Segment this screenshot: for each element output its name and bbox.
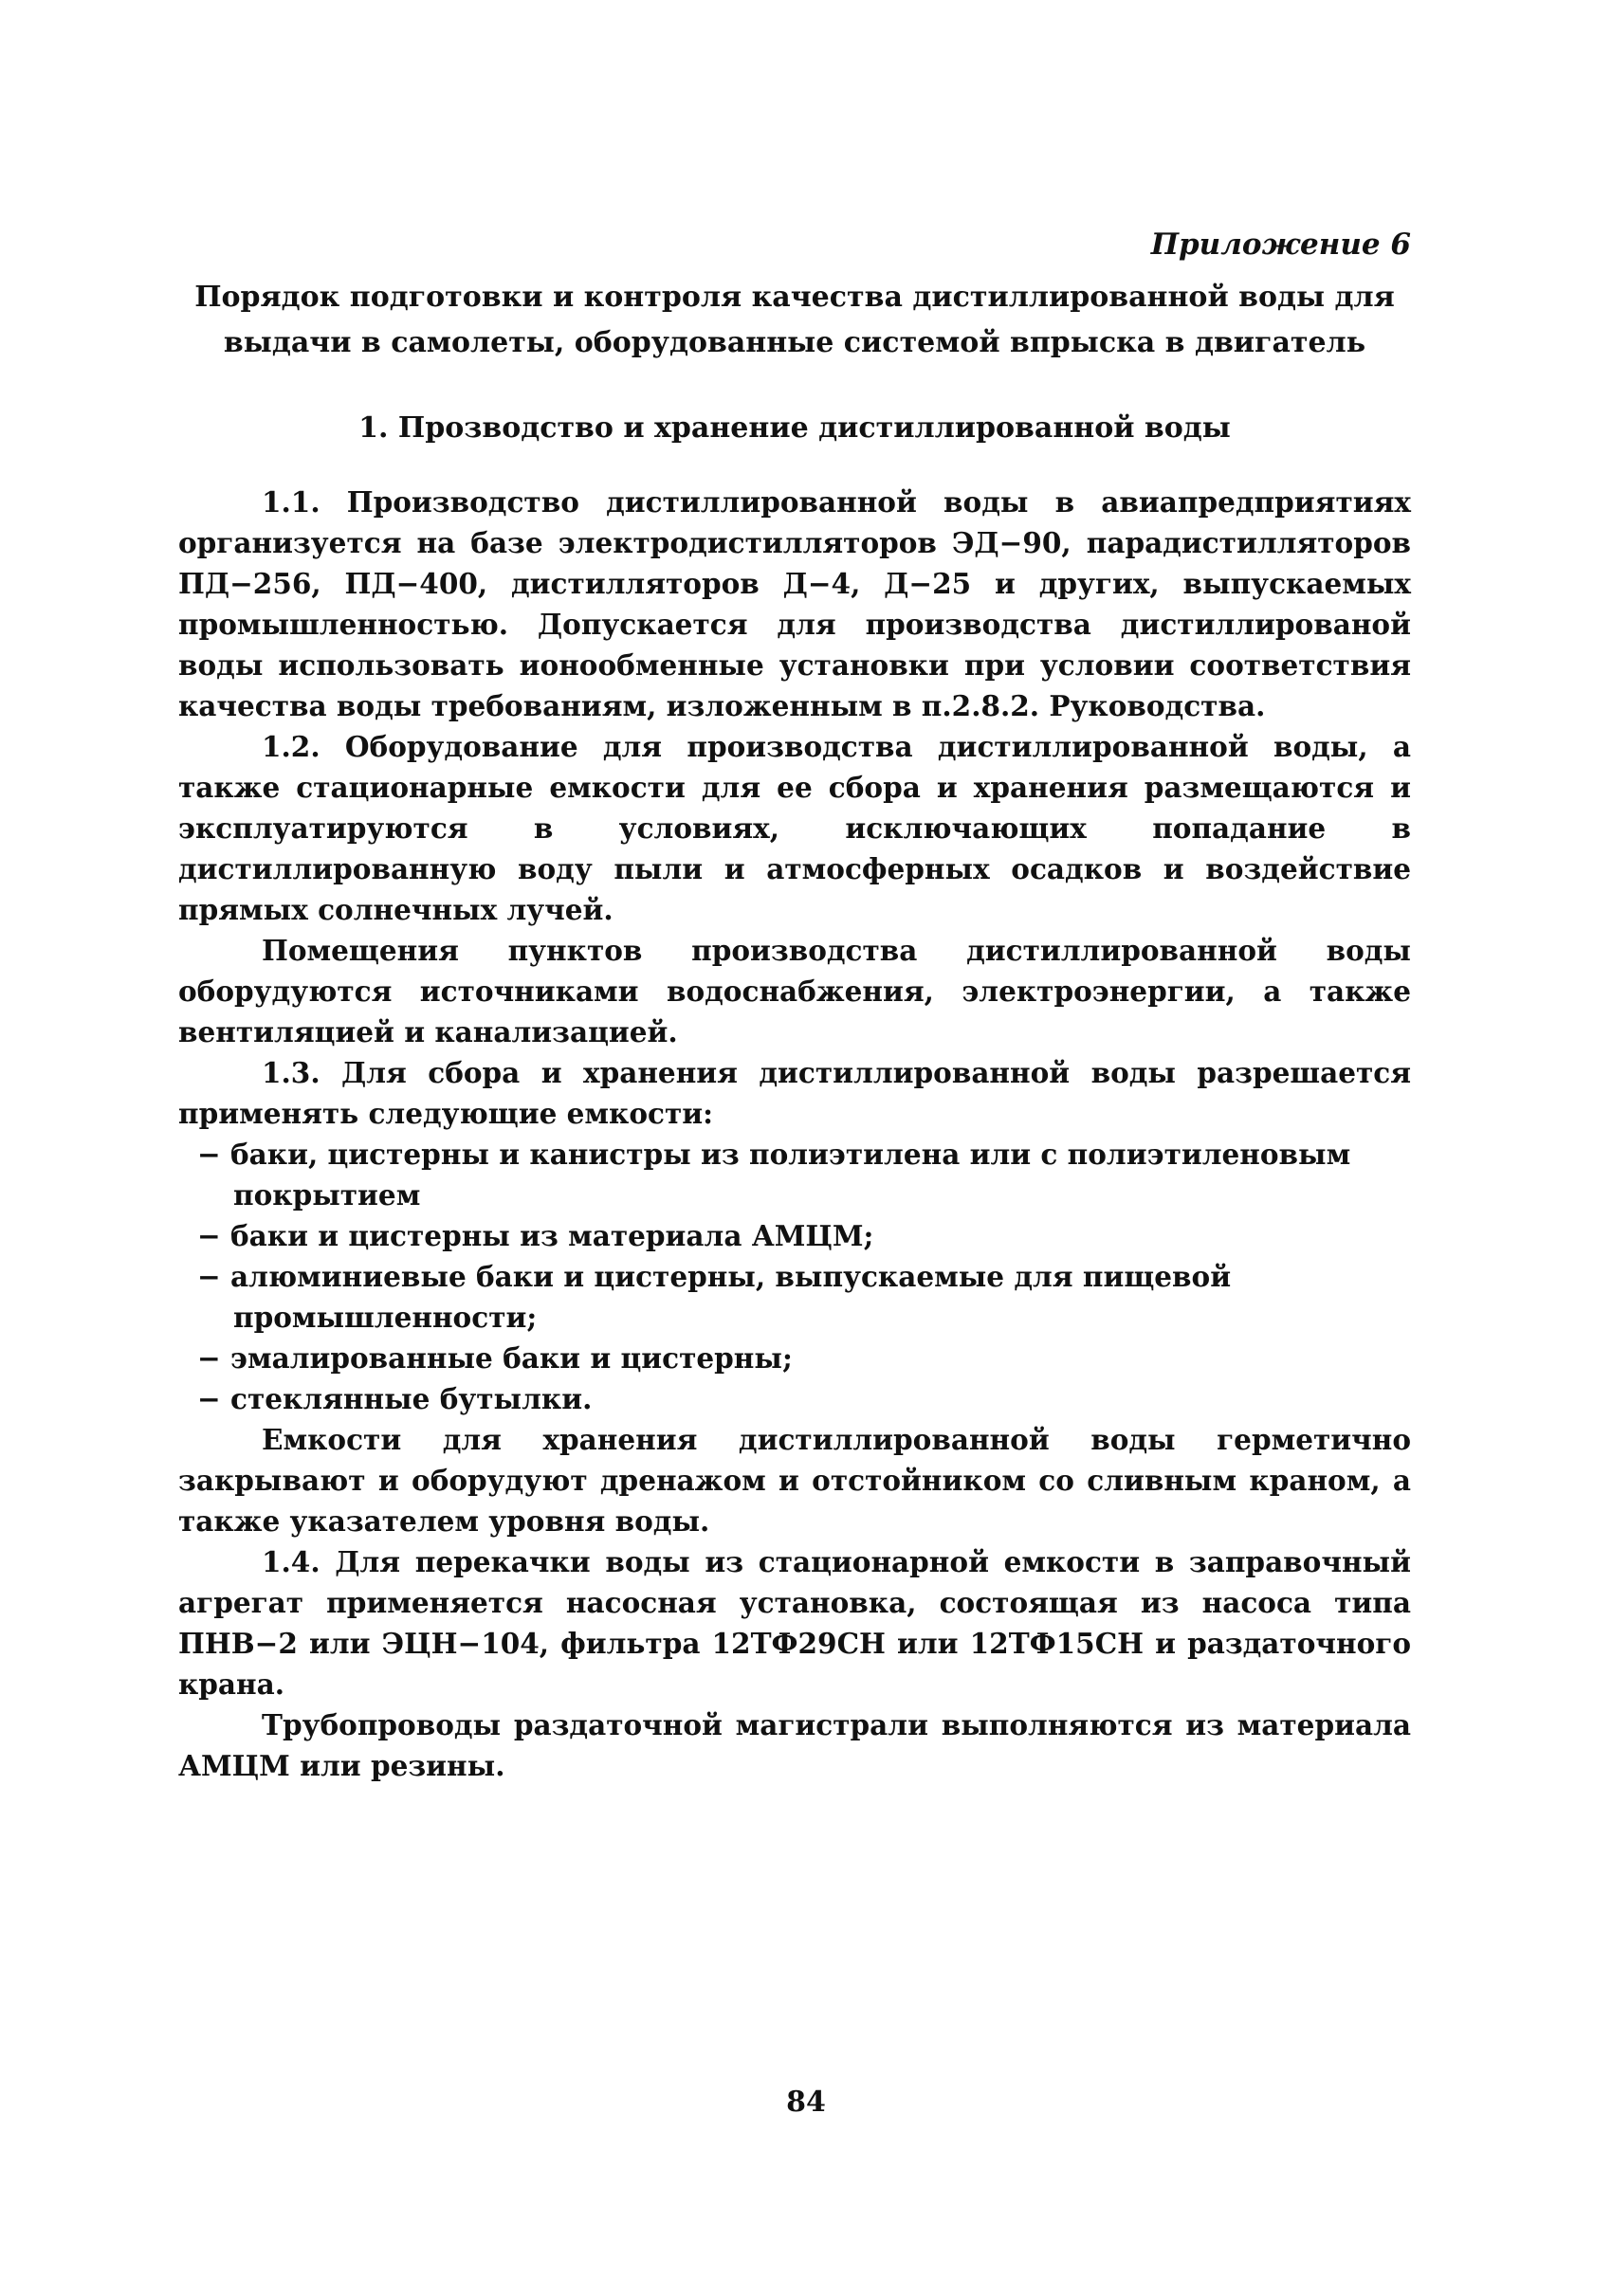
section-heading: 1. Прозводство и хранение дистиллированной воды [358,411,1231,445]
list-item: − эмалированные баки и цистерны; [197,1341,793,1375]
list-item: − баки, цистерны и канистры из полиэтилена или с полиэтиленовым покрытием [197,1138,1351,1212]
container-list [178,1134,1411,1419]
paragraph-1-4-pipelines: Трубопроводы раздаточной магистрали выполняются из материала АМЦМ или резины. [178,1708,1411,1782]
page-number: 84 [786,2086,826,2119]
list-item: − стеклянные бутылки. [197,1382,593,1415]
appendix-label: Приложение 6 [1150,228,1411,262]
list-item: − алюминиевые баки и цистерны, выпускаемые для пищевой промышленности; [197,1260,1232,1334]
paragraph-1-3: 1.3. Для сбора и хранения дистиллированной воды разрешается применять следующие емкости: [178,1056,1411,1130]
list-item: − баки и цистерны из материала АМЦМ; [197,1219,874,1252]
document-title: Порядок подготовки и контроля качества дистиллированной воды для выдачи в самолеты, оборудованные системой впрыска в двигатель [194,281,1395,359]
paragraph-1-1: 1.1. Производство дистиллированной воды в авиапредприятиях организуется на базе электродистилляторов ЭД−90, парадистилляторов ПД−256, ПД−400, дистилляторов Д−4, Д−25 и других, выпускаемых промышленностью. Допускается для производства дистиллированой воды использовать ионообменные установки при условии соответствия качества воды требованиям, изложенным в п.2.8.2. Руководства. [178,485,1411,722]
paragraph-1-2: 1.2. Оборудование для производства дистиллированной воды, а также стационарные емкости для ее сбора и хранения размещаются и эксплуатируются в условиях, исключающих попадание в дистиллированную воду пыли и атмосферных осадков и воздействие прямых солнечных лучей. [178,730,1411,926]
paragraph-1-3-containers: Емкости для хранения дистиллированной воды герметично закрывают и оборудуют дренажом и отстойником со сливным краном, а также указателем уровня воды. [178,1423,1411,1538]
document-page [178,228,1411,1786]
paragraph-1-2-premises: Помещения пунктов производства дистиллированной воды оборудуются источниками водоснабжения, электроэнергии, а также вентиляцией и канализацией. [178,934,1411,1048]
paragraph-1-4: 1.4. Для перекачки воды из стационарной емкости в заправочный агрегат применяется насосная установка, состоящая из насоса типа ПНВ−2 или ЭЦН−104, фильтра 12ТФ29СН или 12ТФ15СН и раздаточного крана. [178,1545,1411,1701]
